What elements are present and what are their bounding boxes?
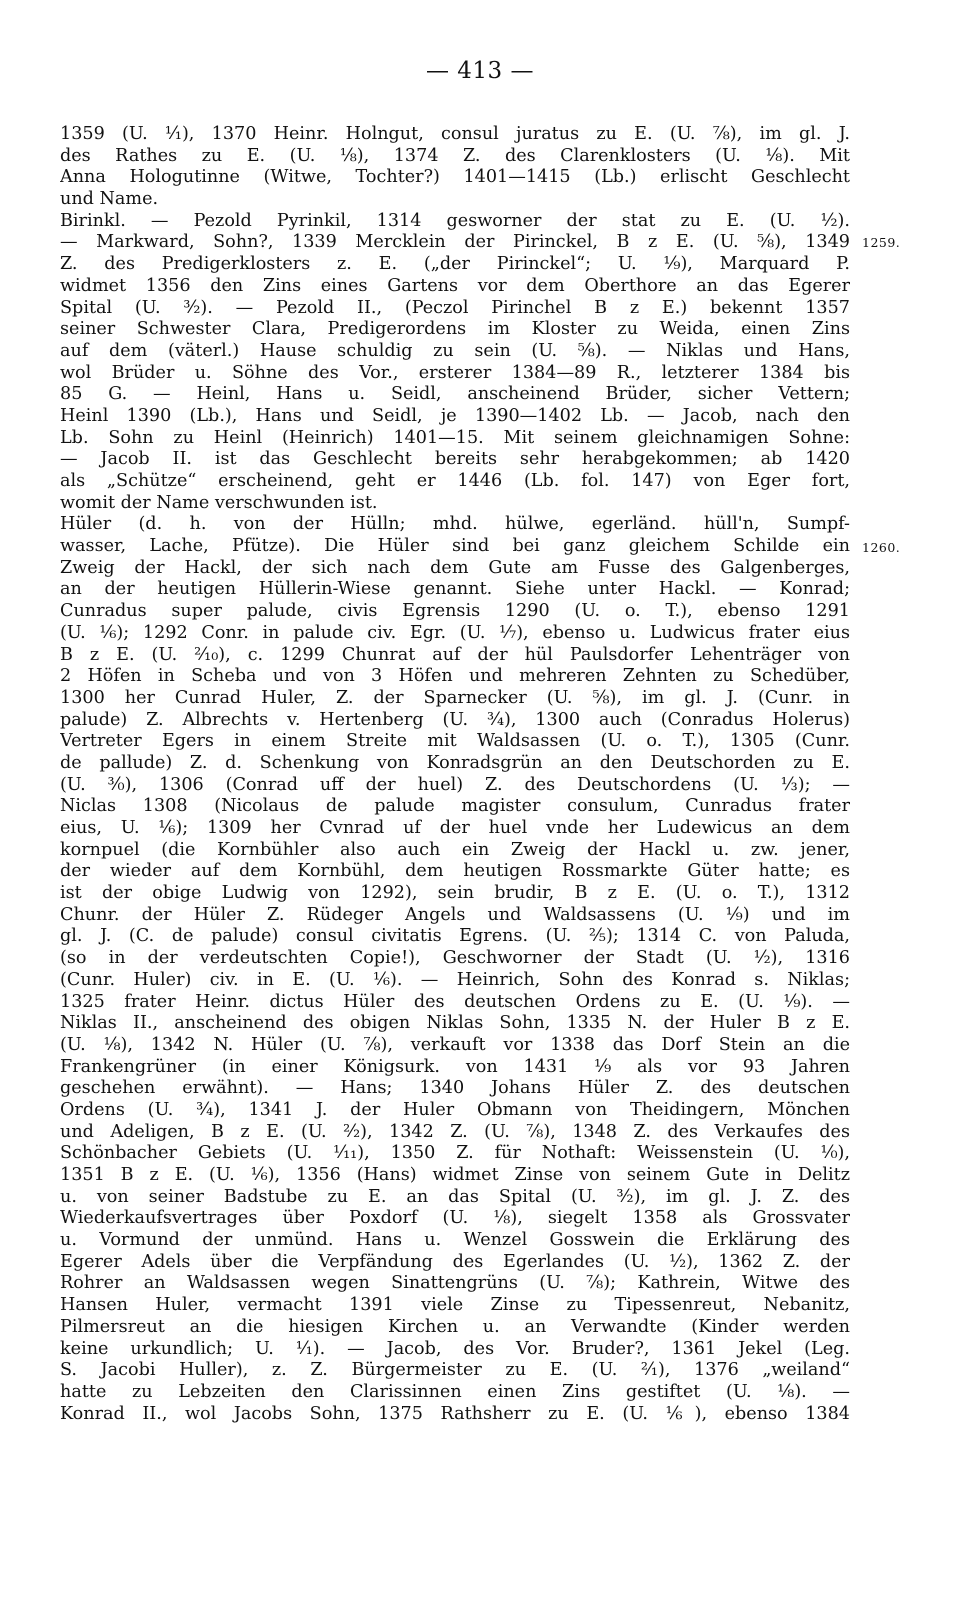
text-line: seiner Schwester Clara, Predigerordens im Kloster zu Weida, einen Zins: [60, 319, 850, 340]
text-line: u. Vormund der unmünd. Hans u. Wenzel Gosswein die Erklärung des: [60, 1230, 850, 1251]
text-line: Vertreter Egers in einem Streite mit Waldsassen (U. o. T.), 1305 (Cunr.: [60, 731, 850, 752]
text-line: Niklas II., anscheinend des obigen Niklas Sohn, 1335 N. der Huler B z E.: [60, 1013, 850, 1034]
text-line: Frankengrüner (in einer Königsurk. von 1431 ¹⁄₉ als vor 93 Jahren: [60, 1056, 850, 1077]
text-line: (so in der verdeutschten Copie!), Geschworner der Stadt (U. ¹⁄₂), 1316: [60, 948, 850, 969]
text-line: und Name.: [60, 189, 159, 210]
text-line: Pilmersreut an die hiesigen Kirchen u. an Verwandte (Kinder werden: [60, 1316, 850, 1337]
text-line: Rohrer an Waldsassen wegen Sinattengrüns (U. ⅞); Kathrein, Witwe des: [60, 1273, 850, 1294]
text-line: 1359 (U. ¹⁄₁), 1370 Heinr. Holngut, consul juratus zu E. (U. ⅞), im gl. J.: [60, 124, 850, 144]
body-text: [60, 124, 850, 1425]
text-line: (U. ³⁄₀), 1306 (Conrad uff der huel) Z. des Deutschordens (U. ⅓); —: [60, 774, 850, 795]
text-line: 1325 frater Heinr. dictus Hüler des deutschen Ordens zu E. (U. ¹⁄₉). —: [60, 991, 850, 1012]
text-line: als „Schütze“ erscheinend, geht er 1446 (Lb. fol. 147) von Eger fort,: [60, 471, 850, 491]
text-line: des Rathes zu E. (U. ⅛), 1374 Z. des Clarenklosters (U. ¹⁄₈). Mit: [60, 145, 850, 166]
text-line: 1300 her Cunrad Huler, Z. der Sparnecker (U. ⅝), im gl. J. (Cunr. in: [60, 687, 850, 708]
text-line: Wiederkaufsvertrages über Poxdorf (U. ⅛), siegelt 1358 als Grossvater: [60, 1208, 850, 1229]
text-line: an der heutigen Hüllerin-Wiese genannt. Siehe unter Hackl. — Konrad;: [60, 579, 850, 600]
text-line: Birinkl. — Pezold Pyrinkil, 1314 gesworner der stat zu E. (U. ¹⁄₂).: [60, 210, 850, 231]
text-line: Heinl 1390 (Lb.), Hans und Seidl, je 1390—1402 Lb. — Jacob, nach den: [60, 405, 850, 426]
text-line: u. von seiner Badstube zu E. an das Spital (U. ³⁄₂), im gl. J. Z. des: [60, 1186, 850, 1207]
text-line: womit der Name verschwunden ist.: [60, 492, 378, 513]
text-line: Schönbacher Gebiets (U. ¹⁄₁₁), 1350 Z. für Nothaft: Weissenstein (U. ¹⁄₀),: [60, 1143, 850, 1164]
text-line: 2 Höfen in Scheba und von 3 Höfen und mehreren Zehnten zu Schedüber,: [60, 666, 850, 687]
text-line: Z. des Predigerklosters z. E. („der Pirinckel“; U. ¹⁄₉), Marquard P.: [60, 254, 850, 275]
text-line: gl. J. (C. de palude) consul civitatis Egrens. (U. ²⁄₅); 1314 C. von Paluda,: [60, 926, 850, 947]
text-line: geschehen erwähnt). — Hans; 1340 Johans Hüler Z. des deutschen: [60, 1078, 850, 1099]
text-line: auf dem (väterl.) Hause schuldig zu sein (U. ⅝). — Niklas und Hans,: [60, 340, 850, 361]
text-line: de pallude) Z. d. Schenkung von Konradsgrün an den Deutschorden zu E.: [60, 752, 850, 773]
text-line: Hüler (d. h. von der Hülln; mhd. hülwe, egerländ. hüll'n, Sumpf-: [60, 514, 850, 535]
text-line: S. Jacobi Huller), z. Z. Bürgermeister zu E. (U. ²⁄₁), 1376 „weiland“: [60, 1360, 850, 1381]
text-line: wasser, Lache, Pfütze). Die Hüler sind bei ganz gleichem Schilde ein: [60, 536, 850, 557]
text-line: Lb. Sohn zu Heinl (Heinrich) 1401—15. Mit seinem gleichnamigen Sohne:: [60, 427, 850, 448]
margin-note-huler: 1260.: [862, 540, 901, 555]
text-line: Ordens (U. ³⁄₄), 1341 J. der Huler Obmann von Theidingern, Mönchen: [60, 1099, 850, 1120]
text-line: 1351 B z E. (U. ¹⁄₆), 1356 (Hans) widmet Zinse von seinem Gute in Delitz: [60, 1165, 850, 1185]
text-line: Niclas 1308 (Nicolaus de palude magister consulum, Cunradus frater: [60, 796, 850, 817]
margin-note-birinkl: 1259.: [862, 235, 901, 250]
text-line: kornpuel (die Kornbühler also auch ein Zweig der Hackl u. zw. jener,: [60, 839, 850, 860]
text-line: ist der obige Ludwig von 1292), sein brudir, B z E. (U. o. T.), 1312: [60, 883, 850, 904]
text-line: Egerer Adels über die Verpfändung des Egerlandes (U. ¹⁄₂), 1362 Z. der: [60, 1251, 850, 1272]
text-line: widmet 1356 den Zins eines Gartens vor dem Oberthore an das Egerer: [60, 275, 850, 296]
text-line: (U. ¹⁄₆); 1292 Conr. in palude civ. Egr. (U. ¹⁄₇), ebenso u. Ludwicus frater eius: [60, 622, 850, 643]
text-line: Konrad II., wol Jacobs Sohn, 1375 Rathsherr zu E. (U. ⅙), ebenso 1384: [60, 1403, 850, 1424]
text-line: palude) Z. Albrechts v. Hertenberg (U. ³⁄₄), 1300 auch (Conradus Holerus): [60, 709, 850, 730]
text-line: eius, U. ¹⁄₆); 1309 her Cvnrad uf der huel vnde her Ludewicus an dem: [60, 818, 850, 838]
text-line: Chunr. der Hüler Z. Rüdeger Angels und Waldsassens (U. ¹⁄₉) und im: [60, 904, 850, 925]
text-line: (U. ¹⁄₈), 1342 N. Hüler (U. ⅞), verkauft vor 1338 das Dorf Stein an die: [60, 1034, 850, 1055]
text-line: keine urkundlich; U. ¹⁄₁). — Jacob, des Vor. Bruder?, 1361 Jekel (Leg.: [60, 1338, 850, 1359]
text-line: B z E. (U. ²⁄₁₀), c. 1299 Chunrat auf der hül Paulsdorfer Lehenträger von: [60, 644, 850, 665]
text-line: — Jacob II. ist das Geschlecht bereits sehr herabgekommen; ab 1420: [60, 449, 850, 470]
text-line: Anna Hologutinne (Witwe, Tochter?) 1401—1415 (Lb.) erlischt Geschlecht: [60, 167, 850, 188]
text-line: wol Brüder u. Söhne des Vor., ersterer 1384—89 R., letzterer 1384 bis: [60, 362, 850, 383]
text-line: der wieder auf dem Kornbühl, dem heutigen Rossmarkte Güter hatte; es: [60, 861, 850, 882]
text-line: 85 G. — Heinl, Hans u. Seidl, anscheinend Brüder, sicher Vettern;: [60, 384, 850, 405]
text-line: hatte zu Lebzeiten den Clarissinnen einen Zins gestiftet (U. ¹⁄₈). —: [60, 1381, 850, 1402]
text-line: — Markward, Sohn?, 1339 Mercklein der Pirinckel, B z E. (U. ⅝), 1349: [60, 232, 850, 253]
text-line: (Cunr. Huler) civ. in E. (U. ¹⁄₆). — Heinrich, Sohn des Konrad s. Niklas;: [60, 969, 850, 990]
text-line: Hansen Huler, vermacht 1391 viele Zinse zu Tipessenreut, Nebanitz,: [60, 1295, 850, 1316]
text-line: Zweig der Hackl, der sich nach dem Gute am Fusse des Galgenberges,: [60, 557, 850, 578]
text-line: Cunradus super palude, civis Egrensis 1290 (U. o. T.), ebenso 1291: [60, 601, 850, 622]
text-line: Spital (U. ³⁄₂). — Pezold II., (Peczol Pirinchel B z E.) bekennt 1357: [60, 297, 850, 318]
page-number: — 413 —: [425, 58, 535, 84]
text-line: und Adeligen, B z E. (U. ²⁄₂), 1342 Z. (U. ⅞), 1348 Z. des Verkaufes des: [60, 1121, 850, 1142]
